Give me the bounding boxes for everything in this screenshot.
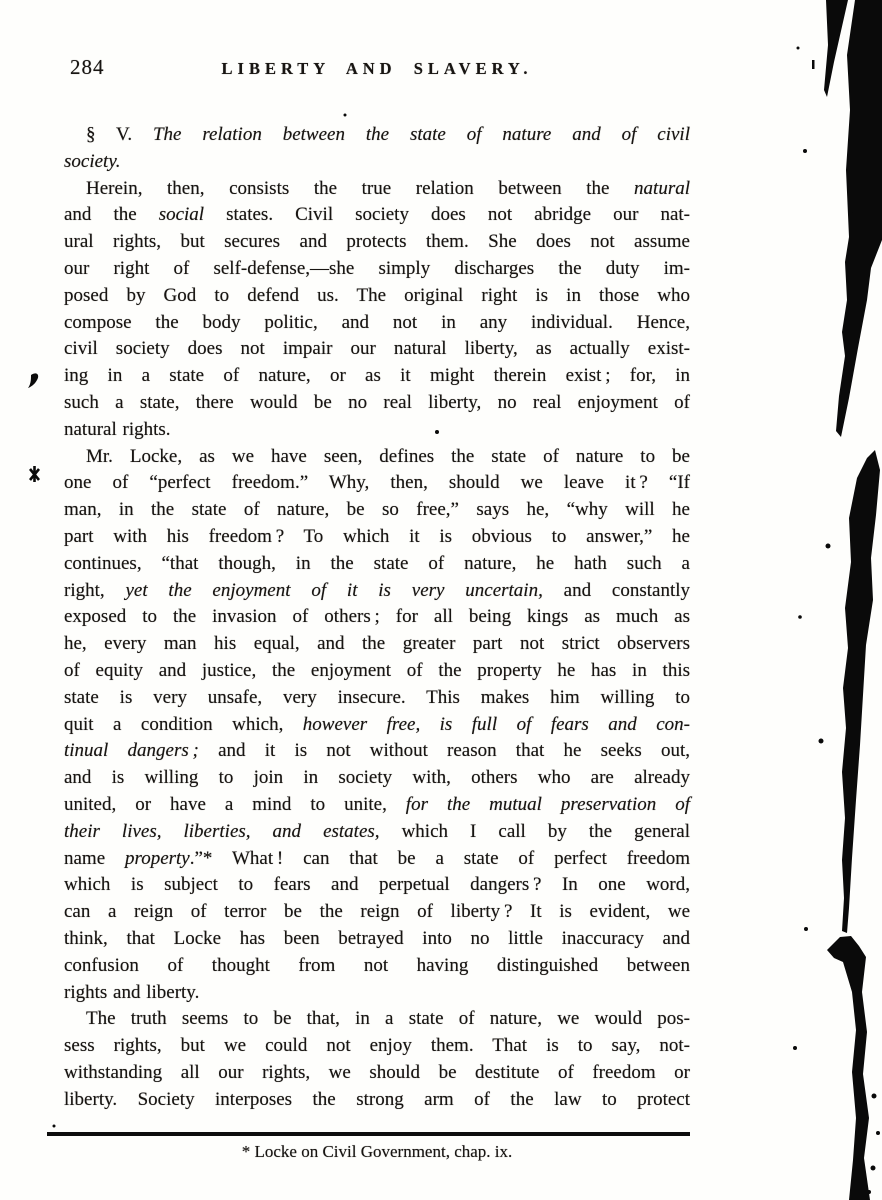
paragraph-1-line: [64, 390, 690, 417]
paragraph-3-line: [64, 1033, 690, 1060]
margin-ink-comma: [28, 373, 38, 388]
paragraph-2-line: [64, 658, 690, 685]
paragraph-2: [64, 444, 690, 1007]
text-segment: continues, “that though, in the state of nature, he hath such a: [64, 552, 690, 574]
paragraph-2-line: [64, 444, 690, 471]
paragraph-2-line: [64, 470, 690, 497]
paragraph-1-line: [64, 363, 690, 390]
paragraph-2-line: [64, 578, 690, 605]
binding-shadow-bottom-streak: [827, 936, 870, 1200]
text-segment: § V.: [86, 124, 153, 145]
italic-text: yet the enjoyment of it is very uncertain,: [125, 579, 543, 601]
text-segment: confusion of thought from not having distinguished between: [64, 954, 690, 976]
italic-text: property: [125, 847, 190, 869]
paragraph-1-line: [64, 176, 690, 203]
paragraph-1-line: [64, 229, 690, 256]
paragraph-1-line: [64, 256, 690, 283]
text-segment: The truth seems to be that, in a state of nature, we would pos-: [86, 1008, 690, 1030]
text-segment: which I call by the general: [379, 820, 690, 842]
paragraph-2-line: [64, 551, 690, 578]
text-segment: states. Civil society does not abridge our nat-: [204, 204, 691, 226]
paragraph-2-line: [64, 953, 690, 980]
text-segment: he, every man his equal, and the greater part not strict observers: [64, 633, 690, 655]
paragraph-3-line: [64, 1006, 690, 1033]
italic-text: The relation between the state of nature and of civil: [152, 124, 690, 145]
paragraph-2-line: [64, 738, 690, 765]
text-segment: compose the body politic, and not in any individual. Hence,: [64, 311, 690, 333]
text-segment: one of “perfect freedom.” Why, then, should we leave it ? “If: [64, 472, 690, 494]
text-segment: Mr. Locke, as we have seen, defines the state of nature to be: [86, 445, 690, 467]
text-segment: posed by God to defend us. The original right is in those who: [64, 284, 690, 306]
text-segment: and the: [64, 204, 159, 226]
paragraph-1-line: [64, 202, 690, 229]
paragraph-2-line: [64, 872, 690, 899]
text-segment: of equity and justice, the enjoyment of the property he has in this: [64, 659, 690, 681]
text-segment: ing in a state of nature, or as it might therein exist ; for, in: [64, 365, 690, 387]
paragraph-1-line: [64, 417, 690, 444]
paragraph-1: [64, 176, 690, 444]
text-segment: man, in the state of nature, be so free,” says he, “why will he: [64, 499, 690, 521]
paragraph-3: [64, 1006, 690, 1113]
paragraph-2-line: [64, 765, 690, 792]
text-segment: sess rights, but we could not enjoy them. That is to say, not-: [64, 1035, 690, 1057]
paragraph-1-line: [64, 310, 690, 337]
running-title: LIBERTY AND SLAVERY.: [221, 59, 533, 78]
paragraph-2-line: [64, 819, 690, 846]
text-segment: which is subject to fears and perpetual dangers ? In one word,: [64, 874, 690, 896]
paragraph-2-line: [64, 980, 690, 1007]
page-number: 284: [70, 55, 105, 79]
text-segment: .”* What ! can that be a state of perfect freedom: [189, 847, 690, 869]
binding-shadow-mid-streak: [842, 450, 880, 933]
text-segment: think, that Locke has been betrayed into no little inaccuracy and: [64, 927, 690, 949]
paragraph-2-line: [64, 926, 690, 953]
text-segment: right,: [64, 579, 126, 601]
italic-text: natural: [634, 177, 690, 199]
binding-shadow-wedge: [824, 0, 848, 97]
paragraph-2-line: [64, 604, 690, 631]
paragraph-2-line: [64, 792, 690, 819]
italic-text: their lives, liberties, and estates,: [64, 820, 380, 842]
text-segment: civil society does not impair our natural liberty, as actually exist-: [64, 338, 690, 360]
italic-text: social: [158, 204, 205, 226]
text-segment: united, or have a mind to unite,: [64, 793, 406, 815]
text-segment: withstanding all our rights, we should be destitute of freedom or: [64, 1061, 690, 1083]
paragraph-1-line: [64, 283, 690, 310]
page-header: [64, 54, 690, 84]
paragraph-3-line: [64, 1060, 690, 1087]
text-segment: quit a condition which,: [64, 713, 303, 735]
paragraph-2-line: [64, 846, 690, 873]
text-segment: and it is not without reason that he seeks out,: [198, 740, 690, 762]
text-segment: liberty. Society interposes the strong arm of the law to protect: [64, 1088, 690, 1110]
text-segment: such a state, there would be no real liberty, no real enjoyment of: [64, 391, 690, 413]
italic-text: however free, is full of fears and con-: [302, 713, 690, 735]
paragraph-2-line: [64, 524, 690, 551]
paragraph-2-line: [64, 899, 690, 926]
footnote: * Locke on Civil Government, chap. ix.: [241, 1142, 513, 1161]
section-heading: [64, 122, 690, 176]
text-segment: and constantly: [542, 579, 690, 601]
section-heading-line: [64, 149, 690, 176]
italic-text: for the mutual preservation of: [405, 793, 690, 815]
paragraph-3-line: [64, 1087, 690, 1114]
binding-shadow-top-streak: [836, 0, 882, 437]
text-segment: exposed to the invasion of others ; for all being kings as much as: [64, 606, 690, 628]
text-segment: name: [64, 847, 126, 869]
paragraph-2-line: [64, 497, 690, 524]
italic-text: society.: [64, 150, 121, 172]
text-segment: state is very unsafe, very insecure. This makes him willing to: [64, 686, 690, 708]
text-segment: can a reign of terror be the reign of liberty ? It is evident, we: [64, 901, 690, 923]
section-heading-line: [64, 122, 690, 149]
text-segment: our right of self-defense,—she simply discharges the duty im-: [64, 257, 690, 279]
italic-text: tinual dangers ;: [64, 740, 199, 762]
text-segment: and is willing to join in society with, others who are already: [64, 767, 690, 789]
paragraph-2-line: [64, 685, 690, 712]
paragraph-1-line: [64, 336, 690, 363]
paragraph-2-line: [64, 631, 690, 658]
text-segment: rights and liberty.: [64, 981, 200, 1003]
paragraph-2-line: [64, 712, 690, 739]
margin-ink-asterisk: [30, 466, 39, 482]
text-segment: Herein, then, consists the true relation between the: [86, 177, 635, 199]
footnote-divider: [47, 1132, 690, 1136]
text-column: [64, 122, 690, 1113]
text-segment: natural rights.: [64, 418, 171, 440]
text-segment: part with his freedom ? To which it is obvious to answer,” he: [64, 525, 690, 547]
text-segment: ural rights, but secures and protects them. She does not assume: [64, 231, 690, 253]
